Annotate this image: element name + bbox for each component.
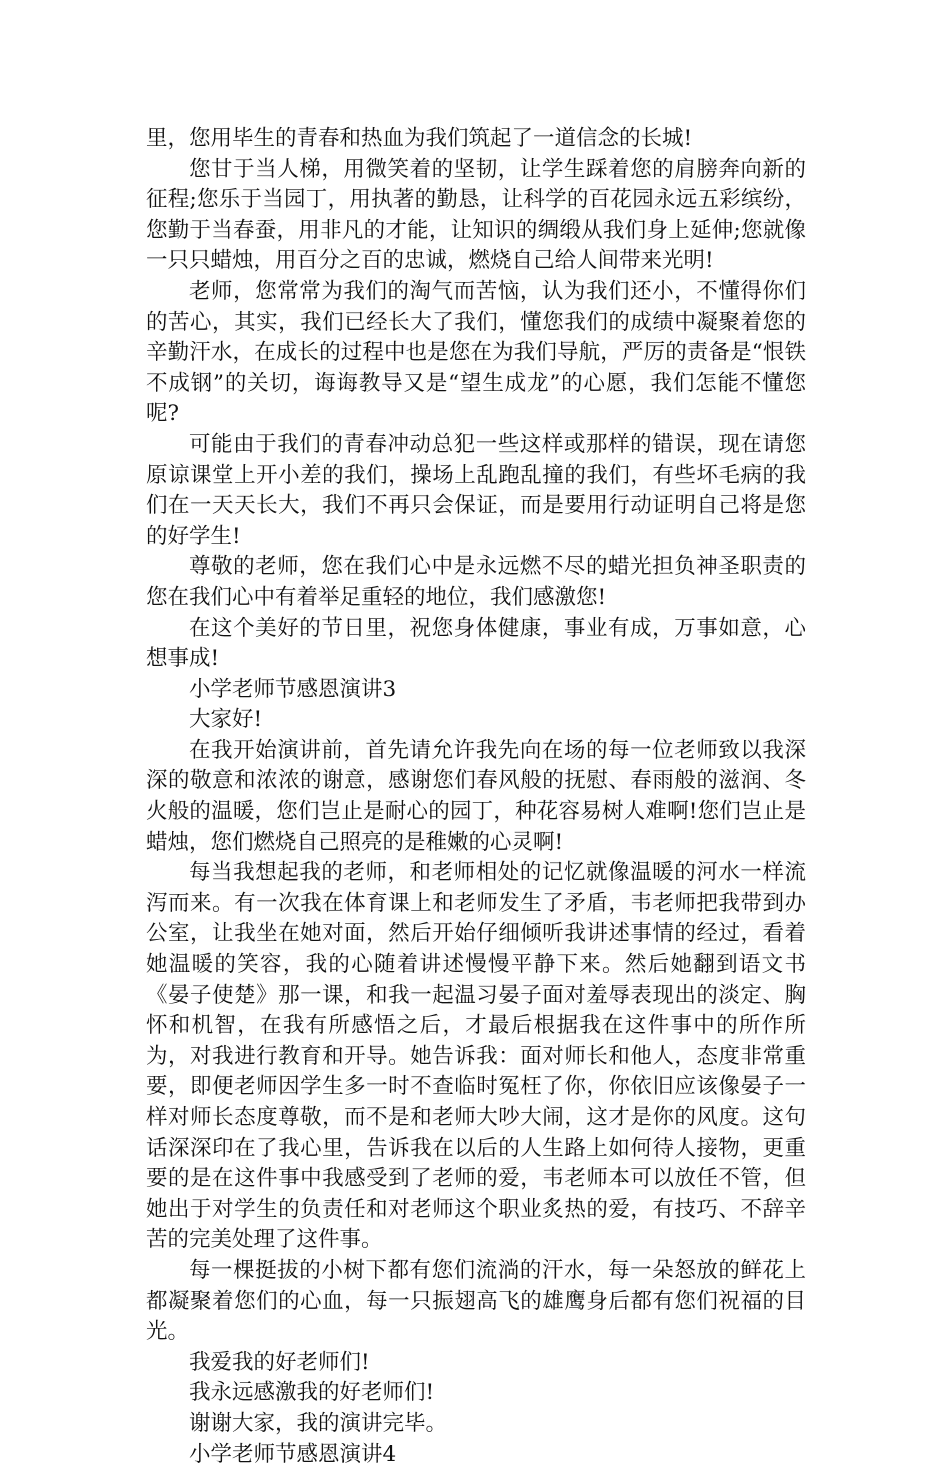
- paragraph-blessing: 在这个美好的节日里，祝您身体健康，事业有成，万事如意，心想事成!: [146, 615, 806, 672]
- paragraph-opening-thanks: 在我开始演讲前，首先请允许我先向在场的每一位老师致以我深深的敬意和浓浓的谢意，感谢您们春风般的抚慰、春雨般的滋润、冬火般的温暖，您们岂止是耐心的园丁，种花容易树人难啊!您们岂止是蜡烛，您们燃烧自己照亮的是稚嫩的心灵啊!: [146, 737, 806, 855]
- paragraph-tribute: 每一棵挺拔的小树下都有您们流淌的汗水，每一朵怒放的鲜花上都凝聚着您们的心血，每一只振翅高飞的雄鹰身后都有您们祝福的目光。: [146, 1257, 806, 1345]
- paragraph-teacher-metaphors: 您甘于当人梯，用微笑着的坚韧，让学生踩着您的肩膀奔向新的征程;您乐于当园丁，用执著的勤恳，让科学的百花园永远五彩缤纷，您勤于当春蚕，用非凡的才能，让知识的绸缎从我们身上延伸;您就像一只只蜡烛，用百分之百的忠诚，燃烧自己给人间带来光明!: [146, 156, 806, 274]
- paragraph-greeting: 大家好!: [189, 707, 263, 733]
- section-heading-speech-4: 小学老师节感恩演讲4: [189, 1441, 397, 1467]
- paragraph-apology: 可能由于我们的青春冲动总犯一些这样或那样的错误，现在请您原谅课堂上开小差的我们，操场上乱跑乱撞的我们，有些坏毛病的我们在一天天长大，我们不再只会保证，而是要用行动证明自己将是您的好学生!: [146, 431, 806, 549]
- section-heading-speech-3: 小学老师节感恩演讲3: [189, 676, 397, 702]
- paragraph-understanding-teacher: 老师，您常常为我们的淘气而苦恼，认为我们还小，不懂得你们的苦心，其实，我们已经长大了我们，懂您我们的成绩中凝聚着您的辛勤汗水，在成长的过程中也是您在为我们导航，严厉的责备是“恨铁不成钢”的关切，诲诲教导又是“望生成龙”的心愿，我们怎能不懂您呢?: [146, 278, 806, 427]
- paragraph-grateful-teachers: 我永远感激我的好老师们!: [189, 1380, 435, 1406]
- paragraph-memory-story: 每当我想起我的老师，和老师相处的记忆就像温暖的河水一样流泻而来。有一次我在体育课上和老师发生了矛盾，韦老师把我带到办公室，让我坐在她对面，然后开始仔细倾听我讲述事情的经过，看着她温暖的笑容，我的心随着讲述慢慢平静下来。然后她翻到语文书《晏子使楚》那一课，和我一起温习晏子面对羞辱表现出的淡定、胸怀和机智，在我有所感悟之后，才最后根据我在这件事中的所作所为，对我进行教育和开导。她告诉我：面对师长和他人，态度非常重要，即便老师因学生多一时不查临时冤枉了你，你依旧应该像晏子一样对师长态度尊敬，而不是和老师大吵大闹，这才是你的风度。这句话深深印在了我心里，告诉我在以后的人生路上如何待人接物，更重要的是在这件事中我感受到了老师的爱，韦老师本可以放任不管，但她出于对学生的负责任和对老师这个职业炙热的爱，有技巧、不辞辛苦的完美处理了这件事。: [146, 860, 806, 1253]
- paragraph-love-teachers: 我爱我的好老师们!: [189, 1349, 370, 1375]
- paragraph-continuation: 里，您用毕生的青春和热血为我们筑起了一道信念的长城!: [146, 126, 693, 151]
- paragraph-respect: 尊敬的老师，您在我们心中是永远燃不尽的蜡光担负神圣职责的您在我们心中有着举足重轻的地位，我们感激您!: [146, 554, 806, 610]
- paragraph-closing: 谢谢大家，我的演讲完毕。: [189, 1410, 448, 1436]
- document-page: [146, 124, 806, 1470]
